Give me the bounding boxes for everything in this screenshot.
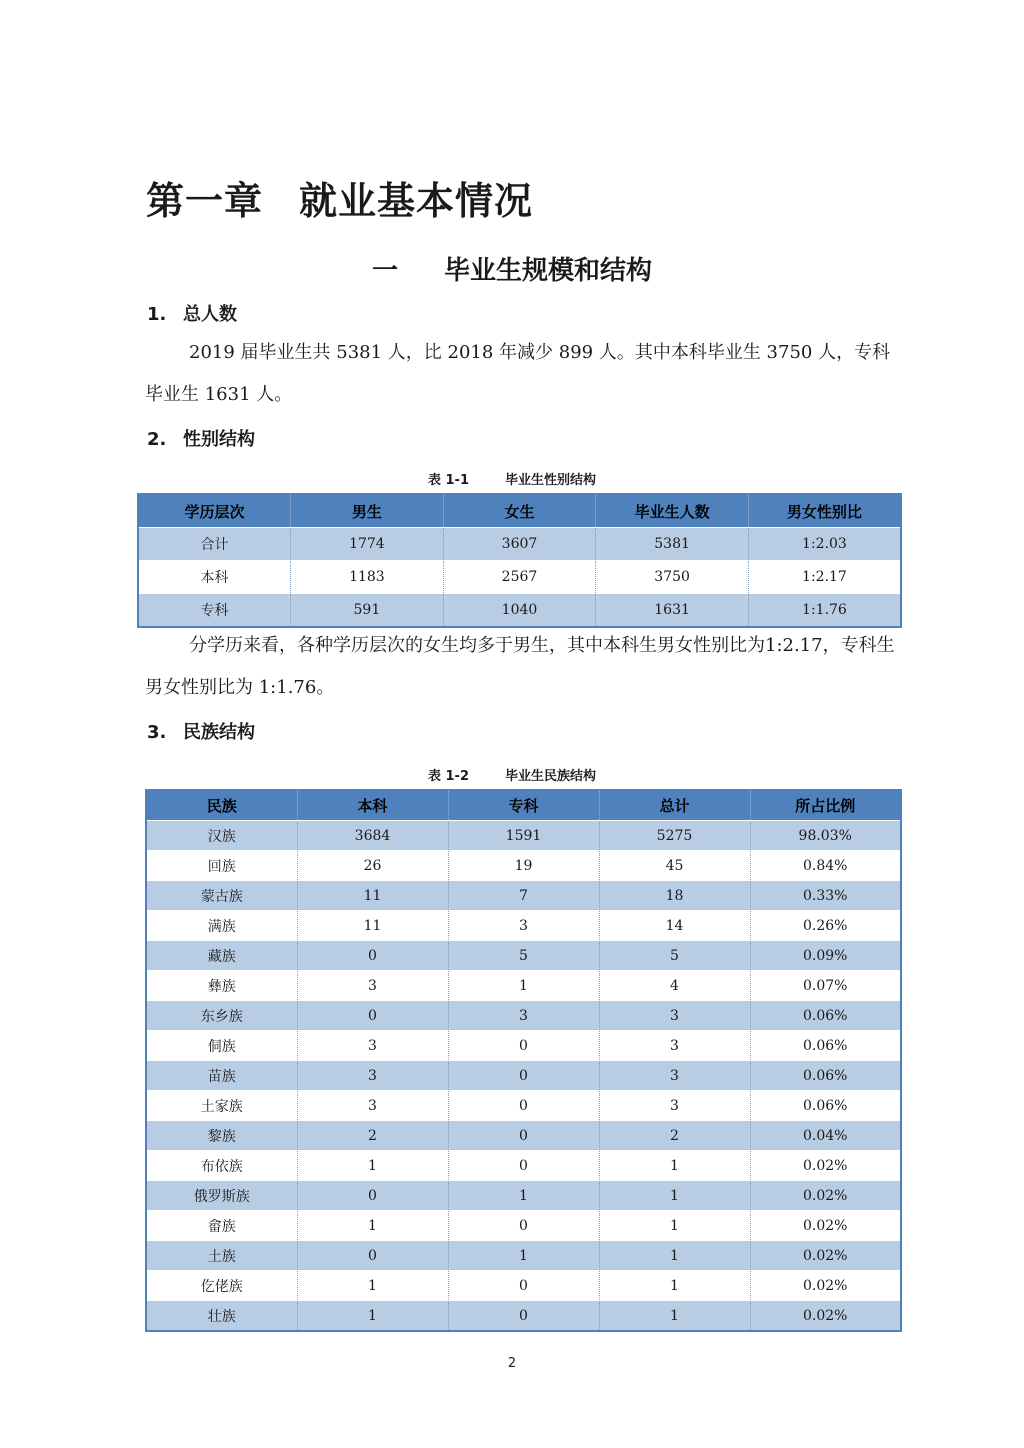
table-cell: 0.26% — [750, 911, 901, 941]
paragraph-total: 2019 届毕业生共 5381 人，比 2018 年减少 899 人。其中本科毕业生 3750 人，专科毕业生 1631 人。 — [145, 342, 891, 405]
table-cell: 1774 — [291, 528, 444, 561]
table-cell: 11 — [297, 881, 448, 911]
table-cell: 蒙古族 — [146, 881, 297, 911]
table-row — [138, 594, 901, 628]
table-cell: 1:1.76 — [748, 594, 901, 628]
table-row — [146, 1031, 901, 1061]
table-row — [146, 851, 901, 881]
table-cell: 1183 — [291, 561, 444, 594]
column-header: 毕业生人数 — [596, 494, 749, 528]
table-cell: 1 — [599, 1211, 750, 1241]
table-cell: 0 — [448, 1091, 599, 1121]
table-cell: 藏族 — [146, 941, 297, 971]
table2-caption: 表 1-2 毕业生民族结构 — [427, 769, 597, 784]
table-cell: 合计 — [138, 528, 291, 561]
table-cell: 畲族 — [146, 1211, 297, 1241]
table-cell: 2 — [297, 1121, 448, 1151]
table-cell: 14 — [599, 911, 750, 941]
table-cell: 0.02% — [750, 1151, 901, 1181]
table-cell: 0.02% — [750, 1181, 901, 1211]
table-cell: 3 — [599, 1031, 750, 1061]
table-cell: 3 — [297, 1061, 448, 1091]
table-cell: 1 — [297, 1271, 448, 1301]
table-cell: 26 — [297, 851, 448, 881]
table-row — [146, 1151, 901, 1181]
table-cell: 0 — [297, 941, 448, 971]
table-cell: 7 — [448, 881, 599, 911]
table-cell: 0 — [448, 1301, 599, 1332]
table-cell: 3 — [297, 971, 448, 1001]
table-row — [146, 1241, 901, 1271]
ethnicity-structure-table — [145, 789, 902, 1332]
table-cell: 0.84% — [750, 851, 901, 881]
table-cell: 0 — [448, 1211, 599, 1241]
page-number: 2 — [507, 1356, 517, 1371]
table-cell: 俄罗斯族 — [146, 1181, 297, 1211]
subheading-ethnicity: 3. 民族结构 — [147, 722, 255, 743]
section-title-text: 毕业生规模和结构 — [444, 256, 653, 286]
table-cell: 0 — [448, 1151, 599, 1181]
table-cell: 3 — [599, 1061, 750, 1091]
table-cell: 98.03% — [750, 821, 901, 851]
chapter-title — [146, 170, 533, 225]
table-cell: 5 — [448, 941, 599, 971]
table-cell: 3 — [448, 1001, 599, 1031]
table-cell: 满族 — [146, 911, 297, 941]
column-header: 总计 — [599, 790, 750, 821]
column-header: 专科 — [448, 790, 599, 821]
table-header-row — [138, 494, 901, 528]
table-cell: 3684 — [297, 821, 448, 851]
table-cell: 0.02% — [750, 1301, 901, 1332]
table-cell: 黎族 — [146, 1121, 297, 1151]
table-row — [146, 1001, 901, 1031]
table-cell: 2 — [599, 1121, 750, 1151]
table-row — [138, 561, 901, 594]
table-cell: 3 — [448, 911, 599, 941]
table-row — [146, 941, 901, 971]
table-cell: 0.02% — [750, 1271, 901, 1301]
table-cell: 5 — [599, 941, 750, 971]
table-cell: 0 — [297, 1001, 448, 1031]
table-cell: 5275 — [599, 821, 750, 851]
table-cell: 专科 — [138, 594, 291, 628]
table-cell: 4 — [599, 971, 750, 1001]
table-cell: 0.33% — [750, 881, 901, 911]
chapter-number: 第一章 — [146, 179, 264, 223]
table-cell: 3750 — [596, 561, 749, 594]
table-cell: 0.07% — [750, 971, 901, 1001]
table-cell: 土家族 — [146, 1091, 297, 1121]
table1-caption: 表 1-1 毕业生性别结构 — [427, 473, 597, 488]
column-header: 学历层次 — [138, 494, 291, 528]
table-row — [138, 528, 901, 561]
table-cell: 45 — [599, 851, 750, 881]
paragraph-gender: 分学历来看，各种学历层次的女生均多于男生，其中本科生男女性别比为1:2.17，专科生男女性别比为 1:1.76。 — [145, 635, 895, 698]
column-header: 女生 — [443, 494, 596, 528]
table-cell: 1 — [297, 1211, 448, 1241]
table-cell: 591 — [291, 594, 444, 628]
table-cell: 0 — [448, 1031, 599, 1061]
table-cell: 0.06% — [750, 1061, 901, 1091]
table-cell: 3 — [599, 1091, 750, 1121]
table-cell: 1:2.03 — [748, 528, 901, 561]
gender-structure-table — [137, 493, 902, 628]
table-row — [146, 971, 901, 1001]
table-cell: 布依族 — [146, 1151, 297, 1181]
table-cell: 19 — [448, 851, 599, 881]
table-cell: 0 — [448, 1121, 599, 1151]
table-cell: 本科 — [138, 561, 291, 594]
table-cell: 18 — [599, 881, 750, 911]
section-number: 一 — [371, 256, 398, 286]
table-header-row — [146, 790, 901, 821]
table-cell: 0 — [297, 1181, 448, 1211]
table-row — [146, 1271, 901, 1301]
table-cell: 1 — [599, 1271, 750, 1301]
table-cell: 1 — [297, 1151, 448, 1181]
column-header: 本科 — [297, 790, 448, 821]
table-cell: 1 — [448, 1181, 599, 1211]
table-row — [146, 911, 901, 941]
table-cell: 3607 — [443, 528, 596, 561]
table-row — [146, 1181, 901, 1211]
table-row — [146, 881, 901, 911]
table-row — [146, 821, 901, 851]
table-row — [146, 1061, 901, 1091]
column-header: 所占比例 — [750, 790, 901, 821]
table-cell: 3 — [297, 1091, 448, 1121]
table-cell: 3 — [297, 1031, 448, 1061]
section-title — [0, 250, 1024, 287]
table-cell: 壮族 — [146, 1301, 297, 1332]
table-cell: 3 — [599, 1001, 750, 1031]
table-cell: 1 — [297, 1301, 448, 1332]
table-cell: 汉族 — [146, 821, 297, 851]
table-cell: 仡佬族 — [146, 1271, 297, 1301]
subheading-total: 1. 总人数 — [147, 304, 237, 325]
table-cell: 东乡族 — [146, 1001, 297, 1031]
table-cell: 1631 — [596, 594, 749, 628]
table-cell: 0 — [297, 1241, 448, 1271]
table-cell: 0.02% — [750, 1241, 901, 1271]
table-cell: 0.06% — [750, 1031, 901, 1061]
table-cell: 土族 — [146, 1241, 297, 1271]
table-cell: 1 — [599, 1241, 750, 1271]
table-cell: 0.04% — [750, 1121, 901, 1151]
table-cell: 苗族 — [146, 1061, 297, 1091]
subheading-gender: 2. 性别结构 — [147, 429, 255, 450]
table-cell: 1 — [448, 971, 599, 1001]
chapter-title-text: 就业基本情况 — [299, 179, 534, 223]
table-row — [146, 1301, 901, 1332]
table-cell: 1:2.17 — [748, 561, 901, 594]
table-cell: 1 — [599, 1151, 750, 1181]
table-cell: 11 — [297, 911, 448, 941]
table-row — [146, 1091, 901, 1121]
column-header: 男生 — [291, 494, 444, 528]
table-cell: 0 — [448, 1271, 599, 1301]
table-cell: 侗族 — [146, 1031, 297, 1061]
table-cell: 5381 — [596, 528, 749, 561]
table-row — [146, 1211, 901, 1241]
table-cell: 0.06% — [750, 1001, 901, 1031]
table-cell: 0.09% — [750, 941, 901, 971]
column-header: 男女性别比 — [748, 494, 901, 528]
table-cell: 0.02% — [750, 1211, 901, 1241]
table-cell: 1 — [599, 1181, 750, 1211]
column-header: 民族 — [146, 790, 297, 821]
table-cell: 1 — [599, 1301, 750, 1332]
table-cell: 回族 — [146, 851, 297, 881]
table-cell: 1040 — [443, 594, 596, 628]
table-cell: 2567 — [443, 561, 596, 594]
table-cell: 1 — [448, 1241, 599, 1271]
table-cell: 1591 — [448, 821, 599, 851]
table-cell: 0 — [448, 1061, 599, 1091]
table-cell: 0.06% — [750, 1091, 901, 1121]
table-cell: 彝族 — [146, 971, 297, 1001]
table-row — [146, 1121, 901, 1151]
